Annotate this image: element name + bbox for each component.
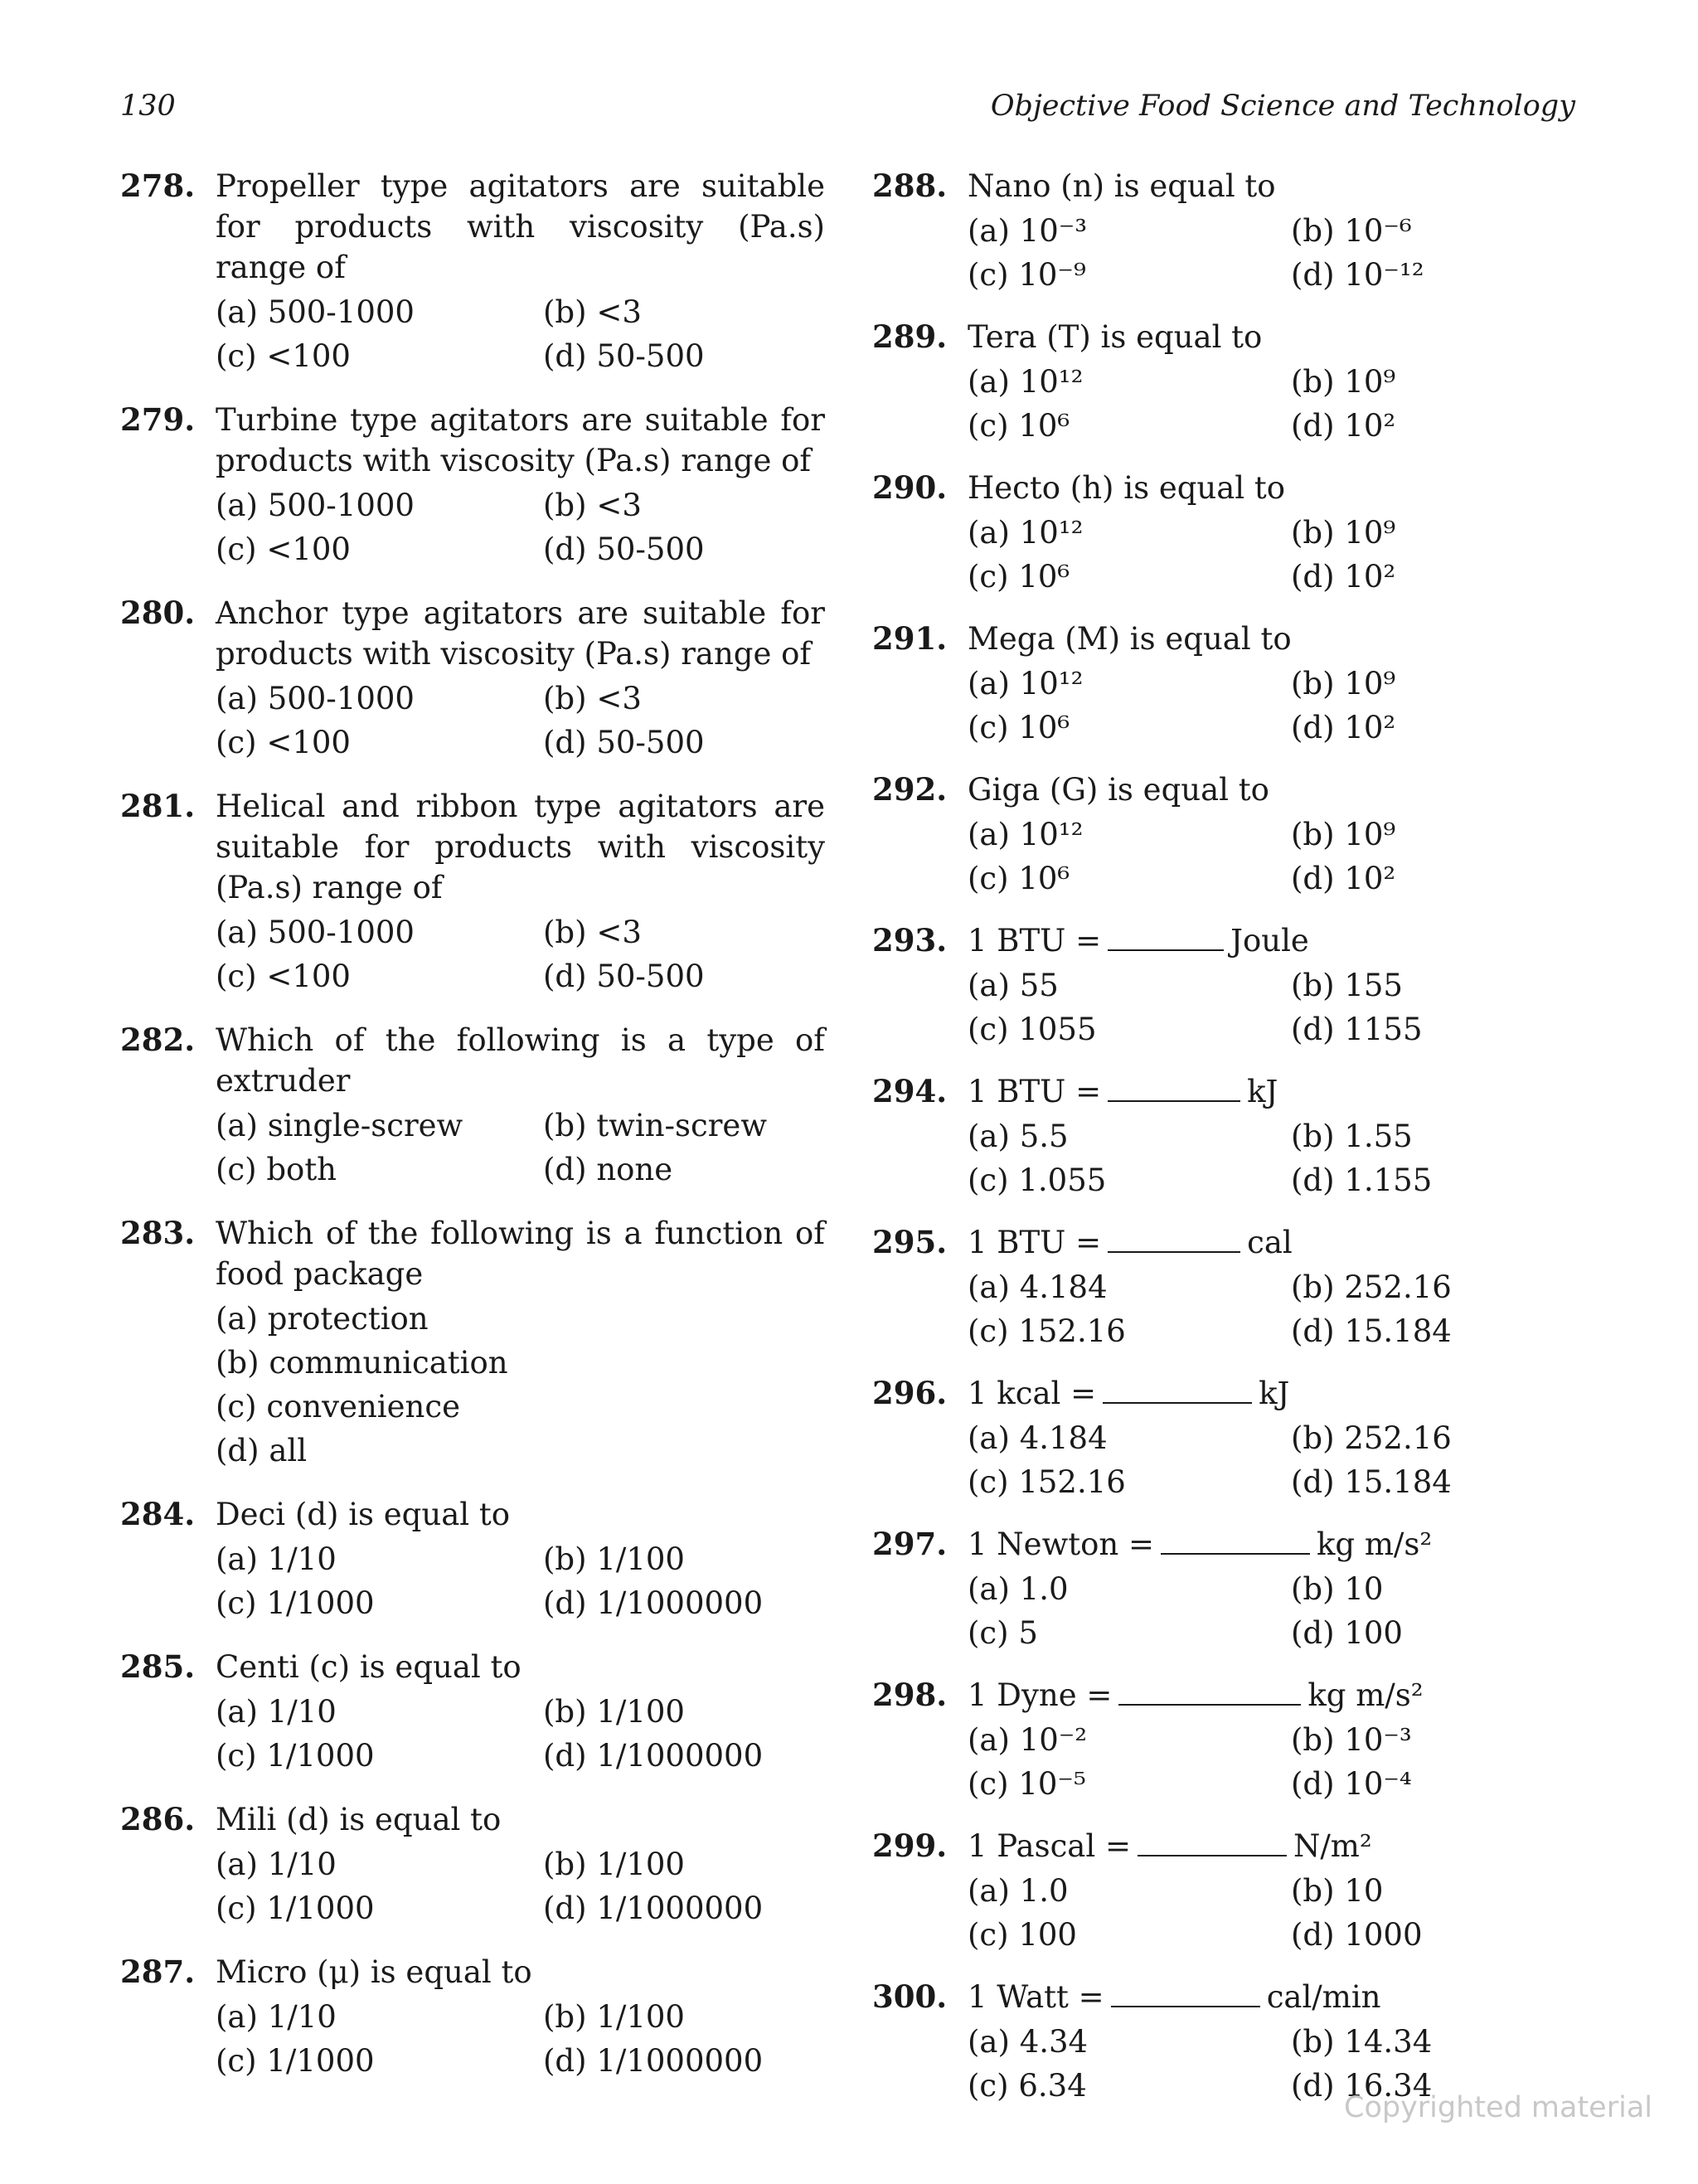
question-number: 287. bbox=[120, 1953, 196, 1990]
question-stem: Centi (c) is equal to bbox=[216, 1649, 522, 1685]
option-a: (a) 500-1000 bbox=[216, 488, 415, 523]
option-b: (b) <3 bbox=[543, 681, 642, 716]
options bbox=[968, 1718, 1577, 1806]
option-a: (a) 10⁻³ bbox=[968, 213, 1088, 249]
options bbox=[216, 1690, 825, 1778]
option-d: (d) 10⁻¹² bbox=[1291, 257, 1424, 293]
question-number: 293. bbox=[872, 922, 948, 959]
options bbox=[216, 1104, 825, 1191]
page-header bbox=[120, 90, 1575, 136]
option-c: (c) 10⁶ bbox=[968, 861, 1070, 896]
option-a: (a) protection bbox=[216, 1301, 429, 1337]
question-stem bbox=[968, 1524, 1577, 1565]
option-b: (b) 1/100 bbox=[543, 1847, 685, 1882]
options bbox=[968, 963, 1577, 1051]
question-stem: Nano (n) is equal to bbox=[968, 168, 1276, 204]
question-300 bbox=[872, 1977, 1577, 2108]
question-stem bbox=[968, 1675, 1577, 1716]
question-number: 279. bbox=[120, 401, 196, 438]
option-a: (a) 10¹² bbox=[968, 364, 1084, 400]
right-column bbox=[872, 166, 1577, 2128]
option-a: (a) 1/10 bbox=[216, 1541, 337, 1577]
stem-unit: kJ bbox=[1259, 1376, 1290, 1411]
question-283 bbox=[120, 1213, 825, 1473]
stem-lhs: 1 Newton = bbox=[968, 1526, 1154, 1562]
option-c: (c) 1/1000 bbox=[216, 2043, 375, 2079]
option-d: (d) all bbox=[216, 1433, 308, 1468]
options bbox=[968, 1265, 1577, 1353]
option-a: (a) 4.184 bbox=[968, 1269, 1108, 1305]
options bbox=[216, 677, 825, 764]
option-d: (d) 15.184 bbox=[1291, 1464, 1452, 1500]
question-stem: Turbine type agitators are suitable for products with viscosity (Pa.s) range of bbox=[216, 402, 825, 478]
question-295 bbox=[872, 1222, 1577, 1353]
option-d: (d) 10² bbox=[1291, 861, 1396, 896]
option-a: (a) 10⁻² bbox=[968, 1722, 1088, 1758]
option-b: (b) 155 bbox=[1291, 968, 1403, 1003]
question-291 bbox=[872, 619, 1577, 750]
option-a: (a) 500-1000 bbox=[216, 681, 415, 716]
option-a: (a) 55 bbox=[968, 968, 1059, 1003]
question-number: 300. bbox=[872, 1978, 948, 2015]
option-a: (a) 10¹² bbox=[968, 515, 1084, 551]
option-a: (a) 1/10 bbox=[216, 1847, 337, 1882]
answer-blank bbox=[1108, 925, 1224, 951]
question-number: 281. bbox=[120, 788, 196, 824]
question-297 bbox=[872, 1524, 1577, 1655]
option-d: (d) 50-500 bbox=[543, 959, 705, 994]
question-280 bbox=[120, 593, 825, 764]
options bbox=[968, 1869, 1577, 1957]
options bbox=[968, 1567, 1577, 1655]
options bbox=[216, 1537, 825, 1625]
stem-lhs: 1 kcal = bbox=[968, 1376, 1097, 1411]
options bbox=[216, 290, 825, 378]
option-b: (b) 252.16 bbox=[1291, 1269, 1452, 1305]
stem-lhs: 1 Watt = bbox=[968, 1979, 1104, 2015]
question-stem: Tera (T) is equal to bbox=[968, 319, 1263, 355]
option-c: (c) 152.16 bbox=[968, 1313, 1126, 1349]
question-number: 292. bbox=[872, 771, 948, 808]
option-a: (a) 5.5 bbox=[968, 1119, 1069, 1154]
question-284 bbox=[120, 1494, 825, 1625]
question-stem: Giga (G) is equal to bbox=[968, 772, 1269, 808]
stem-unit: kg m/s² bbox=[1316, 1526, 1433, 1562]
options bbox=[216, 483, 825, 571]
option-c: (c) 10⁶ bbox=[968, 408, 1070, 444]
option-c: (c) 10⁻⁹ bbox=[968, 257, 1086, 293]
option-a: (a) 4.34 bbox=[968, 2024, 1089, 2060]
answer-blank bbox=[1118, 1679, 1301, 1706]
option-d: (d) 1/1000000 bbox=[543, 1738, 764, 1774]
stem-lhs: 1 BTU = bbox=[968, 923, 1102, 959]
question-298 bbox=[872, 1675, 1577, 1806]
option-c: (c) 152.16 bbox=[968, 1464, 1126, 1500]
option-c: (c) 1055 bbox=[968, 1012, 1097, 1047]
question-stem bbox=[968, 1826, 1577, 1866]
option-a: (a) single-screw bbox=[216, 1108, 463, 1143]
question-number: 280. bbox=[120, 595, 196, 631]
option-c: (c) convenience bbox=[216, 1389, 460, 1424]
question-stem bbox=[968, 1071, 1577, 1112]
question-299 bbox=[872, 1826, 1577, 1957]
question-281 bbox=[120, 786, 825, 998]
option-b: (b) 10⁻⁶ bbox=[1291, 213, 1412, 249]
question-number: 285. bbox=[120, 1648, 196, 1685]
question-stem: Anchor type agitators are suitable for products with viscosity (Pa.s) range of bbox=[216, 595, 825, 672]
option-b: (b) 1.55 bbox=[1291, 1119, 1413, 1154]
option-b: (b) <3 bbox=[543, 488, 642, 523]
options bbox=[968, 511, 1577, 599]
option-d: (d) 50-500 bbox=[543, 531, 705, 567]
stem-lhs: 1 BTU = bbox=[968, 1074, 1102, 1109]
question-number: 282. bbox=[120, 1022, 196, 1058]
stem-unit: N/m² bbox=[1293, 1828, 1372, 1864]
question-number: 290. bbox=[872, 469, 948, 506]
option-c: (c) 1/1000 bbox=[216, 1585, 375, 1621]
option-b: (b) 10⁹ bbox=[1291, 364, 1396, 400]
question-282 bbox=[120, 1020, 825, 1191]
left-column bbox=[120, 166, 825, 2104]
option-a: (a) 1/10 bbox=[216, 1999, 337, 2035]
stem-unit: Joule bbox=[1230, 923, 1309, 959]
option-a: (a) 4.184 bbox=[968, 1420, 1108, 1456]
question-stem: Hecto (h) is equal to bbox=[968, 470, 1286, 506]
option-b: (b) <3 bbox=[543, 915, 642, 950]
stem-lhs: 1 Pascal = bbox=[968, 1828, 1131, 1864]
option-c: (c) 1/1000 bbox=[216, 1738, 375, 1774]
stem-lhs: 1 BTU = bbox=[968, 1225, 1102, 1260]
option-c: (c) 10⁶ bbox=[968, 710, 1070, 745]
page-number: 130 bbox=[120, 90, 176, 123]
question-287 bbox=[120, 1952, 825, 2083]
copyright-watermark: Copyrighted material bbox=[1344, 2091, 1652, 2124]
option-d: (d) 10² bbox=[1291, 408, 1396, 444]
option-b: (b) twin-screw bbox=[543, 1108, 767, 1143]
stem-unit: cal bbox=[1247, 1225, 1293, 1260]
question-289 bbox=[872, 317, 1577, 448]
question-stem: Mili (d) is equal to bbox=[216, 1802, 502, 1837]
options bbox=[968, 1416, 1577, 1504]
stem-unit: cal/min bbox=[1266, 1979, 1381, 2015]
question-number: 289. bbox=[872, 318, 948, 355]
question-stem: Which of the following is a function of food package bbox=[216, 1216, 825, 1292]
option-b: (b) 252.16 bbox=[1291, 1420, 1452, 1456]
option-c: (c) <100 bbox=[216, 531, 351, 567]
question-stem bbox=[968, 1222, 1577, 1263]
option-c: (c) 5 bbox=[968, 1615, 1038, 1651]
option-b: (b) communication bbox=[216, 1345, 508, 1381]
option-b: (b) 10⁹ bbox=[1291, 817, 1396, 852]
option-d: (d) 1.155 bbox=[1291, 1162, 1433, 1198]
stem-lhs: 1 Dyne = bbox=[968, 1677, 1113, 1713]
option-b: (b) <3 bbox=[543, 294, 642, 330]
options bbox=[216, 910, 825, 998]
options bbox=[968, 813, 1577, 900]
option-a: (a) 10¹² bbox=[968, 666, 1084, 701]
question-stem: Deci (d) is equal to bbox=[216, 1497, 510, 1532]
option-b: (b) 1/100 bbox=[543, 1999, 685, 2035]
answer-blank bbox=[1108, 1075, 1240, 1102]
option-d: (d) 100 bbox=[1291, 1615, 1403, 1651]
option-b: (b) 1/100 bbox=[543, 1541, 685, 1577]
option-c: (c) 10⁶ bbox=[968, 559, 1070, 595]
option-d: (d) none bbox=[543, 1152, 673, 1187]
option-d: (d) 1155 bbox=[1291, 1012, 1423, 1047]
option-c: (c) <100 bbox=[216, 725, 351, 760]
question-number: 288. bbox=[872, 167, 948, 204]
option-d: (d) 16.34 bbox=[1291, 2068, 1433, 2104]
option-b: (b) 10⁹ bbox=[1291, 515, 1396, 551]
question-number: 286. bbox=[120, 1801, 196, 1837]
question-278 bbox=[120, 166, 825, 378]
answer-blank bbox=[1111, 1981, 1260, 2007]
option-b: (b) 14.34 bbox=[1291, 2024, 1433, 2060]
answer-blank bbox=[1103, 1377, 1252, 1404]
option-b: (b) 10 bbox=[1291, 1873, 1384, 1909]
question-number: 291. bbox=[872, 620, 948, 657]
question-288 bbox=[872, 166, 1577, 297]
option-c: (c) <100 bbox=[216, 338, 351, 374]
option-a: (a) 1.0 bbox=[968, 1873, 1069, 1909]
question-stem bbox=[968, 1977, 1577, 2017]
question-stem: Helical and ribbon type agitators are suitable for products with viscosity (Pa.s) range of bbox=[216, 789, 825, 905]
question-290 bbox=[872, 468, 1577, 599]
option-d: (d) 50-500 bbox=[543, 338, 705, 374]
option-d: (d) 10⁻⁴ bbox=[1291, 1766, 1412, 1802]
option-c: (c) 100 bbox=[968, 1917, 1077, 1953]
question-293 bbox=[872, 920, 1577, 1051]
question-stem bbox=[968, 1373, 1577, 1414]
option-a: (a) 500-1000 bbox=[216, 915, 415, 950]
option-c: (c) <100 bbox=[216, 959, 351, 994]
question-279 bbox=[120, 400, 825, 571]
question-296 bbox=[872, 1373, 1577, 1504]
option-b: (b) 1/100 bbox=[543, 1694, 685, 1730]
book-title: Objective Food Science and Technology bbox=[990, 90, 1575, 123]
option-c: (c) 1/1000 bbox=[216, 1890, 375, 1926]
options bbox=[216, 1995, 825, 2083]
question-number: 294. bbox=[872, 1073, 948, 1109]
question-number: 297. bbox=[872, 1526, 948, 1562]
answer-blank bbox=[1138, 1830, 1287, 1856]
option-d: (d) 1/1000000 bbox=[543, 1890, 764, 1926]
option-d: (d) 10² bbox=[1291, 710, 1396, 745]
options bbox=[216, 1842, 825, 1930]
option-a: (a) 1/10 bbox=[216, 1694, 337, 1730]
option-d: (d) 50-500 bbox=[543, 725, 705, 760]
option-b: (b) 10⁹ bbox=[1291, 666, 1396, 701]
answer-blank bbox=[1108, 1226, 1240, 1253]
question-number: 278. bbox=[120, 167, 196, 204]
option-d: (d) 1/1000000 bbox=[543, 1585, 764, 1621]
question-number: 298. bbox=[872, 1677, 948, 1713]
option-a: (a) 1.0 bbox=[968, 1571, 1069, 1607]
option-d: (d) 1000 bbox=[1291, 1917, 1423, 1953]
question-stem: Micro (μ) is equal to bbox=[216, 1954, 532, 1990]
question-number: 296. bbox=[872, 1375, 948, 1411]
option-c: (c) 6.34 bbox=[968, 2068, 1087, 2104]
option-d: (d) 15.184 bbox=[1291, 1313, 1452, 1349]
question-stem: Which of the following is a type of extruder bbox=[216, 1022, 825, 1099]
option-d: (d) 10² bbox=[1291, 559, 1396, 595]
option-b: (b) 10⁻³ bbox=[1291, 1722, 1412, 1758]
stem-unit: kJ bbox=[1247, 1074, 1278, 1109]
option-a: (a) 10¹² bbox=[968, 817, 1084, 852]
question-number: 284. bbox=[120, 1496, 196, 1532]
question-stem: Propeller type agitators are suitable for products with viscosity (Pa.s) range of bbox=[216, 168, 825, 285]
options bbox=[216, 1297, 825, 1473]
option-a: (a) 500-1000 bbox=[216, 294, 415, 330]
answer-blank bbox=[1161, 1528, 1310, 1555]
question-stem: Mega (M) is equal to bbox=[968, 621, 1292, 657]
option-c: (c) both bbox=[216, 1152, 337, 1187]
stem-unit: kg m/s² bbox=[1307, 1677, 1424, 1713]
options bbox=[968, 1114, 1577, 1202]
question-number: 299. bbox=[872, 1827, 948, 1864]
question-number: 295. bbox=[872, 1224, 948, 1260]
option-d: (d) 1/1000000 bbox=[543, 2043, 764, 2079]
question-292 bbox=[872, 769, 1577, 900]
option-c: (c) 10⁻⁵ bbox=[968, 1766, 1086, 1802]
option-c: (c) 1.055 bbox=[968, 1162, 1107, 1198]
question-294 bbox=[872, 1071, 1577, 1202]
question-number: 283. bbox=[120, 1215, 196, 1251]
question-stem bbox=[968, 920, 1577, 961]
question-285 bbox=[120, 1647, 825, 1778]
options bbox=[968, 209, 1577, 297]
options bbox=[968, 360, 1577, 448]
options bbox=[968, 662, 1577, 750]
option-b: (b) 10 bbox=[1291, 1571, 1384, 1607]
question-286 bbox=[120, 1799, 825, 1930]
